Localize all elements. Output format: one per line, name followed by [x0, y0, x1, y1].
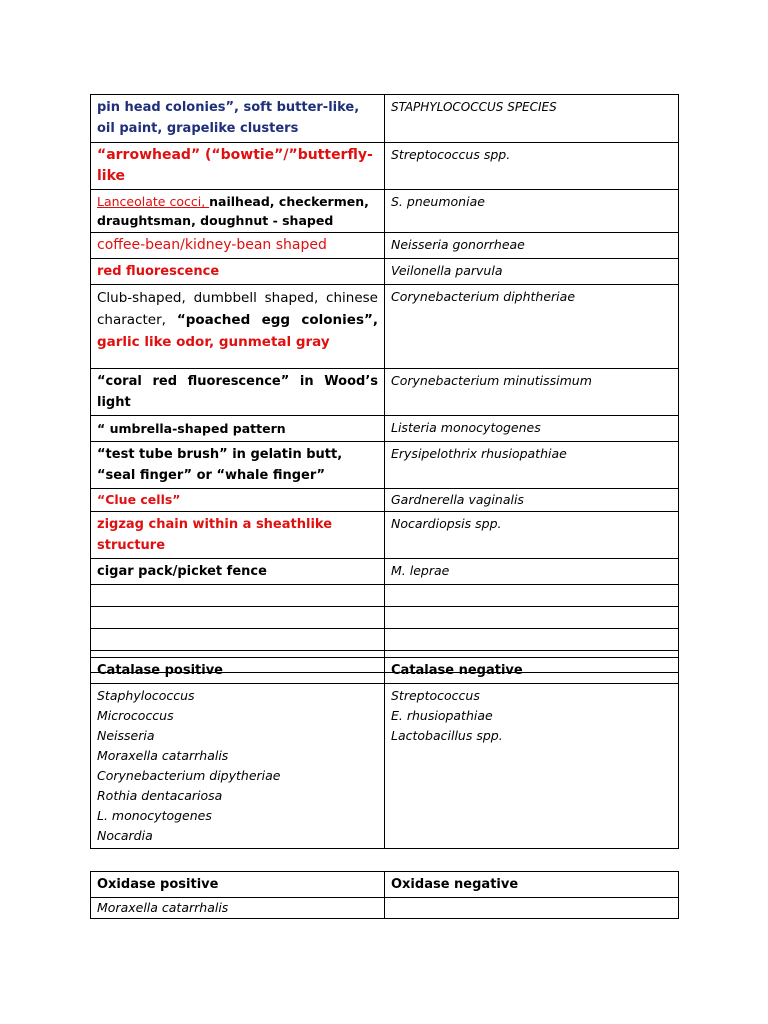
empty-cell [91, 607, 385, 629]
list-item: Corynebacterium dipytheriae [97, 768, 281, 783]
table-cell-organism [385, 95, 679, 143]
list-item: Neisseria [97, 728, 155, 743]
organism-text: Corynebacterium diphtheriae [391, 289, 576, 304]
table-row [91, 559, 679, 585]
organism-text: Veilonella parvula [391, 263, 503, 278]
table-cell-description [91, 489, 385, 512]
table-cell-organism [385, 489, 679, 512]
header-oxidase-negative [385, 872, 679, 898]
table-header-row [91, 658, 679, 684]
table-cell-description [91, 559, 385, 585]
header-text: Oxidase negative [391, 877, 519, 892]
table-row [91, 489, 679, 512]
table-row [91, 143, 679, 190]
organism-text: M. leprae [391, 563, 450, 578]
list-item: Streptococcus [391, 688, 480, 703]
morphology-table [90, 94, 679, 673]
table-cell-description [91, 369, 385, 416]
organism-text: Corynebacterium minutissimum [391, 373, 592, 388]
catalase-negative-list [385, 684, 679, 849]
table-cell-description [91, 285, 385, 369]
table-header-row [91, 872, 679, 898]
table-cell-description [91, 190, 385, 233]
table-row [91, 684, 679, 849]
description-text: “arrowhead” (“bowtie”/”butterfly-like [97, 147, 373, 184]
header-catalase-positive [91, 658, 385, 684]
organism-text: Erysipelothrix rhusiopathiae [391, 446, 567, 461]
description-text: pin head colonies”, soft butter-like, oil paint, grapelike clusters [97, 100, 360, 136]
catalase-table [90, 657, 679, 849]
table-row-empty [91, 629, 679, 651]
organism-text: Listeria monocytogenes [391, 420, 541, 435]
catalase-positive-list [91, 684, 385, 849]
table-cell-organism [385, 143, 679, 190]
table-cell-organism [385, 442, 679, 489]
table-cell-description [91, 259, 385, 285]
table-cell-organism [385, 559, 679, 585]
organism-text: Gardnerella vaginalis [391, 492, 524, 507]
list-item: Lactobacillus spp. [391, 728, 503, 743]
description-text: cigar pack/picket fence [97, 564, 267, 579]
description-text: Club-shaped, dumbbell shaped, chinese character, [97, 290, 378, 328]
header-catalase-negative [385, 658, 679, 684]
organism-text: STAPHYLOCOCCUS SPECIES [391, 100, 557, 114]
table-cell-organism [385, 190, 679, 233]
list-item: Moraxella catarrhalis [97, 748, 229, 763]
table-cell-organism [385, 512, 679, 559]
list-item: Rothia dentacariosa [97, 788, 223, 803]
empty-cell [385, 629, 679, 651]
header-oxidase-positive [91, 872, 385, 898]
description-text: “ umbrella-shaped pattern [97, 421, 286, 436]
list-item: E. rhusiopathiae [391, 708, 493, 723]
table-row [91, 233, 679, 259]
table-cell-description [91, 143, 385, 190]
table-cell-organism [385, 233, 679, 259]
list-item: Staphylococcus [97, 688, 195, 703]
description-text: red fluorescence [97, 264, 220, 279]
description-text-bold: “poached egg colonies”, [176, 312, 378, 328]
table-row [91, 369, 679, 416]
table-cell-organism [385, 259, 679, 285]
empty-cell [91, 629, 385, 651]
table-row [91, 898, 679, 919]
list-item: Moraxella catarrhalis [97, 900, 229, 915]
header-text: Oxidase positive [97, 877, 219, 892]
table-row-empty [91, 607, 679, 629]
description-text: nailhead, checkermen, draughtsman, doughnut - shaped [97, 194, 369, 228]
table-row [91, 95, 679, 143]
table-row [91, 285, 679, 369]
table-row [91, 442, 679, 489]
description-text: “test tube brush” in gelatin butt, “seal finger” or “whale finger” [97, 447, 343, 483]
table-cell-organism [385, 416, 679, 442]
table-cell-organism [385, 369, 679, 416]
header-text: Catalase negative [391, 663, 523, 678]
list-item: L. monocytogenes [97, 808, 212, 823]
empty-cell [385, 607, 679, 629]
table-cell-description [91, 95, 385, 143]
oxidase-negative-list [385, 898, 679, 919]
description-text: coffee-bean/kidney-bean shaped [97, 237, 327, 253]
table-cell-description [91, 512, 385, 559]
oxidase-table [90, 871, 679, 919]
oxidase-positive-list [91, 898, 385, 919]
description-text-red: Lanceolate cocci, [97, 194, 210, 209]
organism-text: S. pneumoniae [391, 194, 485, 209]
table-row-empty [91, 585, 679, 607]
list-item: Nocardia [97, 828, 153, 843]
table-row [91, 512, 679, 559]
description-text: “coral red fluorescence” in Wood’s light [97, 374, 378, 410]
table-cell-description [91, 233, 385, 259]
empty-cell [91, 585, 385, 607]
table-row [91, 190, 679, 233]
table-cell-description [91, 442, 385, 489]
empty-cell [385, 585, 679, 607]
description-text: “Clue cells” [97, 492, 181, 507]
organism-text: Streptococcus spp. [391, 147, 511, 162]
table-cell-description [91, 416, 385, 442]
description-text: zigzag chain within a sheathlike structure [97, 517, 333, 553]
header-text: Catalase positive [97, 663, 224, 678]
organism-text: Neisseria gonorrheae [391, 237, 525, 252]
table-cell-organism [385, 285, 679, 369]
description-text-red: garlic like odor, gunmetal gray [97, 334, 330, 350]
table-row [91, 416, 679, 442]
table-row [91, 259, 679, 285]
list-item: Micrococcus [97, 708, 174, 723]
organism-text: Nocardiopsis spp. [391, 516, 502, 531]
